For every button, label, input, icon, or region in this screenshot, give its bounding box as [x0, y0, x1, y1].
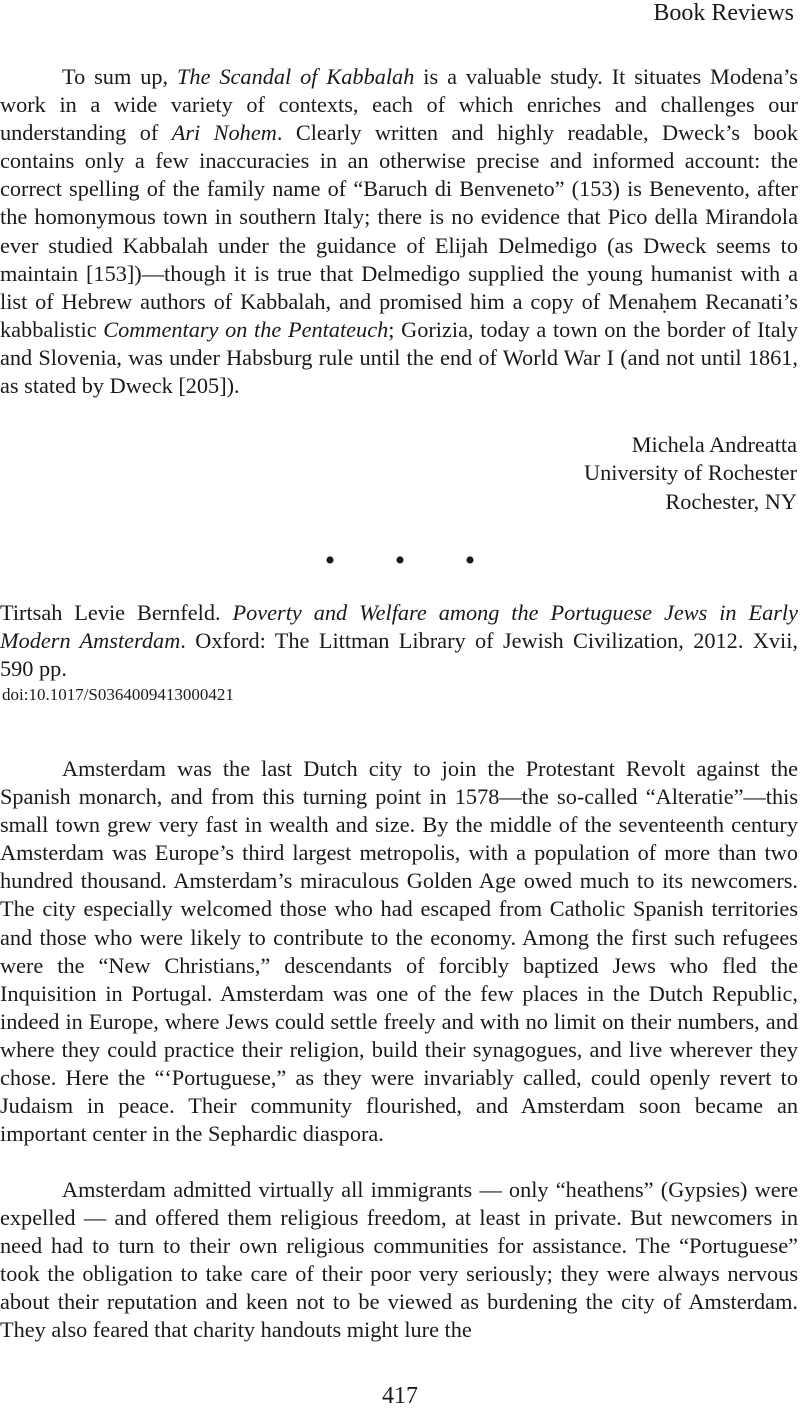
review1-text-1: To sum up, [62, 64, 178, 89]
book-title-ari-nohem: Ari Nohem [171, 120, 277, 146]
running-head: Book Reviews [653, 0, 794, 26]
reviewer-name: Michela Andreatta [631, 432, 797, 457]
review1-text-2: is a valuable study. It situates Modena’s work in a wide variety of contexts, each of which enriches and challenges our understanding of [0, 64, 798, 146]
section-separator: • • • [324, 544, 502, 577]
reviewer-affiliation: University of Rochester [583, 460, 797, 486]
review2-paragraph-1: Amsterdam was the last Dutch city to join the Protestant Revolt against the Spanish monarch, and from this turning point in 1578—the so-called “Alteratie”—this small town grew very fast in wealth and size. By the middle of the seventeenth century Amsterdam was Europe’s third largest metropolis, with a population of more than two hundred thousand. Amsterdam’s miraculous Golden Age owed much to its newcomers. The city especially welcomed those who had escaped from Catholic Spanish territories and those who were likely to contribute to the economy. Among the first such refugees were the “New Christians,” descendants of forcibly baptized Jews who fled the Inquisition in Portugal. Amsterdam was one of the few places in the Dutch Republic, indeed in Europe, where Jews could settle freely and with no limit on their numbers, and where they could practice their religion, build their synagogues, and live wherever they chose. Here the “‘Portuguese,” as they were invariably called, could openly revert to Judaism in peace. Their community flourished, and Amsterdam soon became an important center in the Sephardic diaspora. [0, 756, 798, 1147]
citation-title: Poverty and Welfare among the Portuguese Jews in Early Modern Amsterdam [0, 600, 798, 654]
citation-publisher: . Oxford: The Littman Library of Jewish Civilization, 2012. Xvii, 590 pp. [0, 628, 798, 682]
review2-paragraph-2: Amsterdam admitted virtually all immigrants — only “heathens” (Gypsies) were expelled — and offered them religious freedom, at least in private. But newcomers in need had to turn to their own religious communities for assistance. The “Portuguese” took the obligation to take care of their poor very seriously; they were always nervous about their reputation and keen not to be viewed as burdening the city of Amsterdam. They also feared that charity handouts might lure the [0, 1177, 798, 1343]
book-citation [0, 599, 798, 683]
review1-text-4: ; Gorizia, today a town on the border of Italy and Slovenia, was under Habsburg rule until the end of World War I (and not until 1861, as stated by Dweck [205]). [0, 316, 798, 399]
book-title-scandal: The Scandal of Kabbalah [177, 64, 415, 89]
review1-paragraph [0, 63, 798, 400]
reviewer-location: Rochester, NY [665, 488, 797, 514]
book-title-commentary: Commentary on the Pentateuch [103, 316, 389, 342]
citation-author: Tirtsah Levie Bernfeld. [0, 600, 233, 625]
page-number: 417 [382, 1383, 418, 1409]
doi-link[interactable]: doi:10.1017/S0364009413000421 [2, 685, 234, 704]
review1-text-3: . Clearly written and highly readable, Dweck’s book contains only a few inaccuracies in an otherwise precise and informed account: the correct spelling of the family name of “Baruch di Benveneto” (153) is Benevento, after the homonymous town in southern Italy; there is no evidence that Pico della Mirandola ever studied Kabbalah under the guidance of Elijah Delmedigo (as Dweck seems to maintain [153])—though it is true that Delmedigo supplied the young humanist with a list of Hebrew authors of Kabbalah, and promised him a copy of Menaḥem Recanati’s kabbalistic [0, 120, 799, 342]
reviewer-signature [584, 431, 797, 516]
